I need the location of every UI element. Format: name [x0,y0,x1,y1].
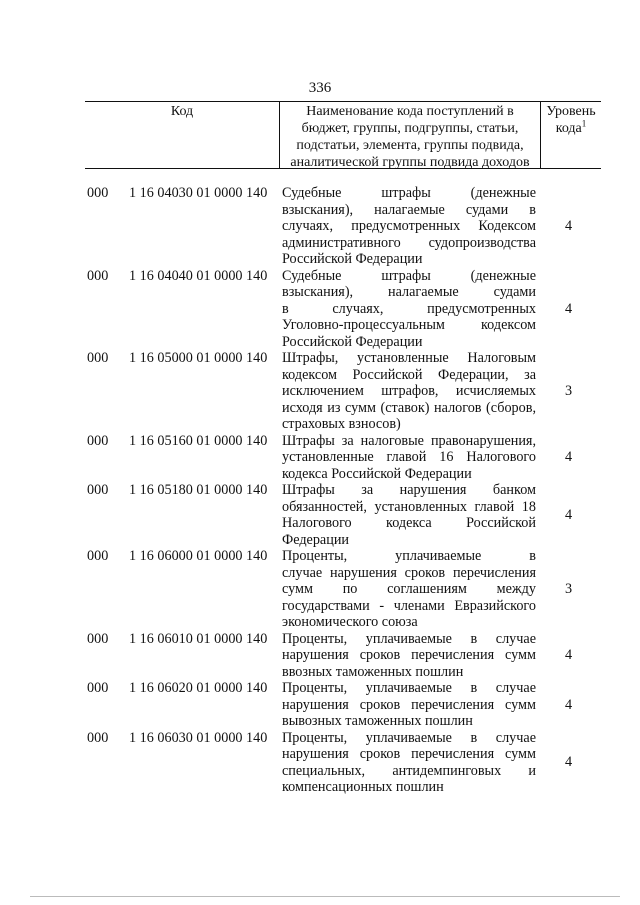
revenue-name [282,268,536,351]
revenue-name-line: нарушения сроков перечисления сумм [282,746,536,762]
revenue-name-line: нарушения сроков перечисления сумм [282,696,536,713]
revenue-name-line: Федерации [282,531,350,548]
revenue-code: 1 16 05000 01 0000 140 [129,350,268,366]
revenue-name-line: взыскания), налагаемые судами в [282,201,536,218]
revenue-name-line: случае нарушения сроков перечисления [282,564,536,581]
revenue-name-line: вывозных таможенных пошлин [282,713,473,729]
revenue-name-line: Уголовно-процессуальным кодексом [282,317,536,333]
table-row [87,680,601,730]
table-row [87,631,601,681]
revenue-name-line: исключением штрафов, исчисляемых [282,383,536,399]
revenue-code: 1 16 06030 01 0000 140 [129,729,268,746]
table-header [85,101,601,169]
revenue-name-line: Судебные штрафы (денежные [282,185,536,201]
revenue-name [282,482,536,548]
table-row [87,185,601,268]
revenue-name-line: административного судопроизводства [282,234,536,251]
header-level-line2 [541,120,601,137]
revenue-code: 1 16 05160 01 0000 140 [129,432,268,449]
code-level: 3 [564,383,573,399]
revenue-name-line: Проценты, уплачиваемые в случае [282,680,536,696]
header-level-label: кода [555,121,582,136]
admin-code: 000 [87,267,109,284]
revenue-code: 1 16 04040 01 0000 140 [129,267,268,284]
revenue-name-line: страховых взносов) [282,416,401,432]
revenue-name-line: взыскания), налагаемые судами [282,284,536,300]
revenue-name-line: кодексом Российской Федерации, за [282,366,536,383]
revenue-name-line: Штрафы, установленные Налоговым [282,350,536,366]
revenue-name-line: Штрафы за нарушения банком [282,482,536,498]
revenue-code: 1 16 04030 01 0000 140 [129,185,268,201]
header-name-line: бюджет, группы, подгруппы, статьи, [301,121,519,136]
revenue-name [282,631,536,681]
revenue-name [282,185,536,268]
revenue-name-line: государствами - членами Евразийского [282,597,536,614]
table-body [87,185,601,796]
revenue-name-line: обязанностей, установленных главой 18 [282,498,536,515]
revenue-name-line: исходя из сумм (ставок) налогов (сборов, [282,399,536,416]
revenue-name-line: ввозных таможенных пошлин [282,663,464,680]
revenue-name [282,548,536,631]
header-name [280,102,541,168]
revenue-name [282,350,536,433]
header-name-line: аналитической группы подвида доходов [290,155,530,170]
table-row [87,548,601,631]
revenue-code: 1 16 05180 01 0000 140 [129,482,268,498]
code-level: 4 [564,647,573,663]
revenue-name-line: Налогового кодекса Российской [282,515,536,531]
revenue-name-line: Штрафы за налоговые правонарушения, [282,432,536,449]
table-row [87,482,601,548]
revenue-name-line: специальных, антидемпинговых и [282,762,536,779]
admin-code: 000 [87,432,109,449]
revenue-name-line: Судебные штрафы (денежные [282,267,536,284]
header-name-line: подстатьи, элемента, группы подвида, [296,138,524,153]
revenue-name-line: Проценты, уплачиваемые в [282,548,536,564]
admin-code: 000 [87,185,109,201]
scan-edge-divider [30,896,620,897]
admin-code: 000 [87,548,109,564]
revenue-code: 1 16 06000 01 0000 140 [129,548,268,564]
page-number: 336 [308,80,332,96]
header-level-line1: Уровень [546,104,596,119]
admin-code: 000 [87,482,109,498]
revenue-name [282,680,536,730]
revenue-name-line: нарушения сроков перечисления сумм [282,647,536,663]
admin-code: 000 [87,630,109,647]
revenue-name-line: установленные главой 16 Налогового [282,449,536,465]
code-level: 4 [564,218,573,234]
table-row [87,350,601,433]
revenue-name-line: экономического союза [282,614,418,630]
table-row [87,730,601,796]
admin-code: 000 [87,680,109,696]
revenue-name-line: в случаях, предусмотренных [282,300,536,317]
code-level: 3 [564,581,573,597]
revenue-code: 1 16 06020 01 0000 140 [129,680,268,696]
header-level-footnote: 1 [581,118,587,129]
code-level: 4 [564,754,573,771]
table-row [87,433,601,483]
header-code: Код [85,102,280,168]
admin-code: 000 [87,350,109,366]
code-level: 4 [564,449,573,465]
revenue-name-line: кодекса Российской Федерации [282,465,472,482]
revenue-name-line: Проценты, уплачиваемые в случае [282,630,536,647]
table-row [87,268,601,351]
revenue-name-line: Российской Федерации [282,251,423,267]
code-level: 4 [564,300,573,317]
revenue-name-line: случаях, предусмотренных Кодексом [282,218,536,234]
revenue-name-line: Проценты, уплачиваемые в случае [282,729,536,746]
code-level: 4 [564,506,573,523]
revenue-name [282,433,536,483]
header-name-line: Наименование кода поступлений в [306,104,514,119]
admin-code: 000 [87,729,109,746]
revenue-name-line: сумм по соглашениям между [282,581,536,597]
revenue-name [282,730,536,796]
revenue-code: 1 16 06010 01 0000 140 [129,630,268,647]
header-level [541,102,601,168]
revenue-name-line: компенсационных пошлин [282,779,444,795]
code-level: 4 [564,696,573,713]
revenue-name-line: Российской Федерации [282,333,423,350]
